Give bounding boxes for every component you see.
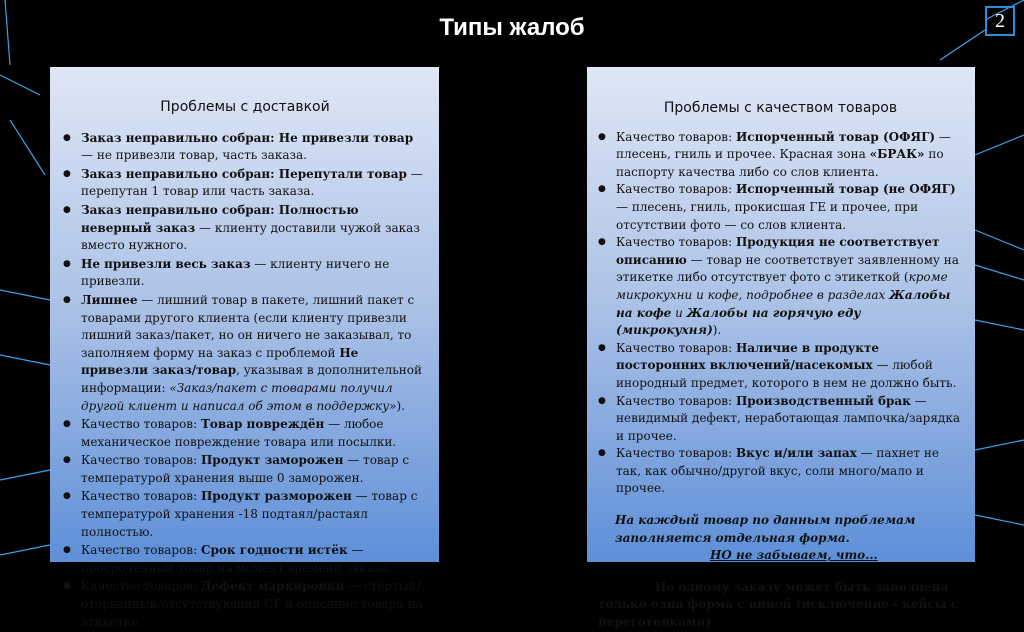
list-item-text: — клиенту ничего не привезли. [81, 256, 390, 289]
list-item [598, 234, 963, 340]
one-form-note [598, 579, 963, 632]
list-item [63, 452, 427, 487]
list-item-text: Лишнее [81, 292, 138, 307]
list-item-text: Испорченный товар (не ОФЯГ) [735, 182, 956, 197]
list-item-text: — любой инородный предмет, которого в нем не должно быть. [616, 358, 957, 390]
list-item-text: Качество товаров: [81, 489, 201, 504]
list-item-text: Испорченный товар (ОФЯГ) [735, 129, 936, 144]
list-item-text: — плесень, гниль и прочее. Красная зона [616, 129, 951, 162]
list-item-text: — клиенту доставили чужой заказ вместо нужного. [81, 220, 420, 253]
list-item-text: Наличие в продукте посторонних включений/насекомых [616, 340, 880, 373]
one-form-note-text: По одному заказу может быть заполнена только одна форма с виной (исключение - кейсы с переготовками) [598, 579, 959, 630]
list-item-text: и [671, 305, 687, 320]
list-item-text: ). [712, 323, 722, 338]
list-item-text: — перепутан 1 товар или часть заказа. [81, 166, 423, 199]
list-item-text: — просроченный товар на момент времени заказа. [81, 543, 392, 575]
list-item-text: Качество товаров: [616, 393, 736, 408]
list-item-text: Продукт заморожен [200, 453, 344, 468]
list-item-text: Заказ неправильно собран: Не привезли товар [81, 130, 414, 145]
list-item [598, 340, 963, 393]
list-item-text: кроме микрокухни и кофе, подробнее в разделах [616, 270, 948, 302]
delivery-problems-list [63, 130, 427, 632]
form-note [598, 512, 963, 547]
list-item-text: Заказ неправильно собран: Перепутали товар [81, 166, 407, 181]
list-item [63, 292, 427, 415]
list-item-text: Качество товаров: [616, 446, 736, 461]
list-item [63, 488, 427, 541]
list-item-text: — товар с температурой хранения -18 подтаял/растаял полностью. [81, 489, 418, 539]
list-item-text: — стёртый/оторванный/отсутствующий СГ и описание товара на этикетке. [81, 579, 423, 629]
list-item-text: Не привезли весь заказ [81, 256, 251, 271]
page-number: 2 [985, 6, 1015, 36]
list-item-text: «БРАК» [869, 147, 925, 162]
list-item-text: Качество товаров: [81, 453, 201, 468]
list-item [63, 578, 427, 631]
list-item-text: — товар не соответствует заявленному на этикетке либо отсутствует фото с этикеткой ( [616, 252, 959, 285]
list-item [63, 416, 427, 451]
list-item-text: Жалобы на горячую еду (микрокухня) [616, 305, 861, 338]
list-item-text: Качество товаров: [616, 235, 736, 250]
list-item-text: Качество товаров: [81, 579, 201, 594]
list-item-text: по паспорту качества либо со слов клиента. [616, 147, 944, 179]
list-item [598, 181, 963, 234]
list-item-text: Продукт разморожен [200, 489, 352, 504]
list-item-text: Производственный брак [735, 393, 911, 408]
list-item-text: Товар повреждён [200, 417, 325, 432]
list-item-text: Срок годности истёк [200, 543, 348, 558]
list-item [598, 129, 963, 182]
list-item-text: Заказ неправильно собран: Полностью неверный заказ [81, 202, 359, 235]
reminder-note: НО не забываем, что... [710, 548, 878, 563]
list-item-text: Качество товаров: [616, 182, 736, 197]
list-item [63, 256, 427, 291]
list-item-text: Качество товаров: [616, 129, 736, 144]
form-note-text: На каждый товар по данным проблемам заполняется отдельная форма. [615, 513, 916, 545]
list-item-text: — пахнет не так, как обычно/другой вкус, соли много/мало и прочее. [616, 446, 939, 496]
list-item [598, 445, 963, 498]
list-item-text: Качество товаров: [81, 417, 201, 432]
list-item-text: Качество товаров: [616, 340, 736, 355]
list-item-text: — плесень, гниль, прокисшая ГЕ и прочее, при отсутствии фото — со слов клиента. [616, 199, 919, 232]
quality-problems-heading: Проблемы с качеством товаров [663, 100, 898, 116]
list-item-text: Качество товаров: [81, 543, 201, 558]
list-item [63, 130, 427, 165]
list-item-text: Вкус и/или запах [735, 446, 857, 461]
delivery-problems-heading: Проблемы с доставкой [160, 99, 330, 115]
list-item-text: ). [396, 398, 406, 413]
list-item-text: Жалобы на кофе [616, 287, 951, 320]
list-item [598, 393, 963, 446]
list-item [63, 202, 427, 255]
delivery-problems-card [50, 67, 439, 629]
quality-problems-card [587, 67, 975, 630]
list-item-text: — лишний товар в пакете, лишний пакет с товарами другого клиента (если клиенту привезли лишний заказ/пакет, но он ничего не заказывал, то заполняем форму на заказ с проблемой [81, 292, 415, 360]
list-item-text: Не привезли заказ/товар [81, 345, 359, 378]
quality-problems-list [598, 129, 963, 498]
list-item-text: — не привезли товар, часть заказа. [81, 148, 307, 163]
list-item-text: «Заказ/пакет с товарами получил другой клиент и написал об этом в поддержку» [81, 380, 397, 413]
page-title: Типы жалоб [439, 14, 585, 41]
list-item-text: — любое механическое повреждение товара или посылки. [81, 417, 397, 449]
list-item-text: , указывая в дополнительной информации: [81, 363, 422, 395]
list-item [63, 542, 427, 577]
list-item-text: Продукция не соответствует описанию [616, 235, 940, 267]
list-item-text: Дефект маркировки [200, 579, 345, 594]
list-item [63, 166, 427, 201]
list-item-text: — товар с температурой хранения выше 0 заморожен. [81, 453, 410, 485]
list-item-text: — невидимый дефект, неработающая лампочка/зарядка и прочее. [616, 393, 960, 443]
